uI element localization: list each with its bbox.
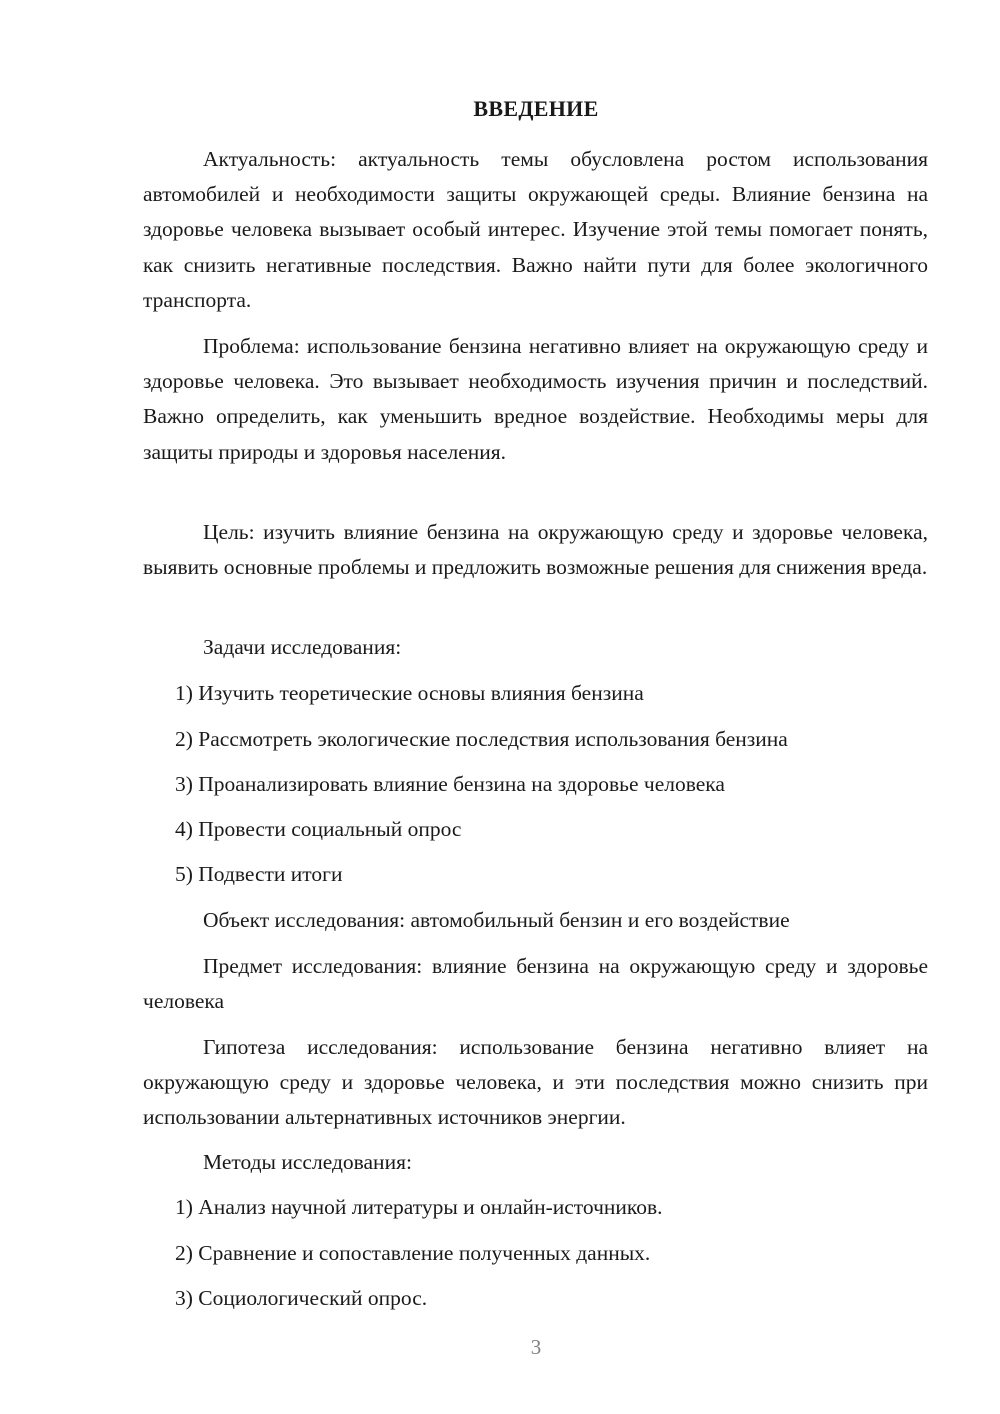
object-paragraph: Объект исследования: автомобильный бензин и его воздействие [203,908,790,932]
page-number: 3 [530,1335,542,1359]
task-item: 4) Провести социальный опрос [175,817,462,841]
goal-paragraph: Цель: изучить влияние бензина на окружающую среду и здоровье человека, выявить основные проблемы и предложить возможные решения для снижения вреда. [143,520,928,580]
subject-paragraph: Предмет исследования: влияние бензина на окружающую среду и здоровье человека [143,954,928,1014]
relevance-paragraph: Актуальность: актуальность темы обусловлена ростом использования автомобилей и необходимости защиты окружающей среды. Влияние бензина на здоровье человека вызывает особый интерес. Изучение этой темы помогает понять, как снизить негативные последствия. Важно найти пути для более экологичного транспорта. [143,147,928,312]
task-item: 5) Подвести итоги [175,862,343,886]
method-item: 2) Сравнение и сопоставление полученных данных. [175,1241,651,1265]
task-item: 1) Изучить теоретические основы влияния бензина [175,681,644,705]
method-item: 1) Анализ научной литературы и онлайн-источников. [175,1195,663,1219]
task-item: 2) Рассмотреть экологические последствия использования бензина [175,727,788,751]
page-title: ВВЕДЕНИЕ [473,96,599,121]
tasks-heading: Задачи исследования: [203,635,402,659]
task-item: 3) Проанализировать влияние бензина на здоровье человека [175,772,725,796]
hypothesis-paragraph: Гипотеза исследования: использование бензина негативно влияет на окружающую среду и здоровье человека, и эти последствия можно снизить при использовании альтернативных источников энергии. [143,1035,928,1130]
method-item: 3) Социологический опрос. [175,1286,428,1310]
methods-heading: Методы исследования: [203,1150,412,1174]
problem-paragraph: Проблема: использование бензина негативно влияет на окружающую среду и здоровье человека. Это вызывает необходимость изучения причин и последствий. Важно определить, как уменьшить вредное воздействие. Необходимы меры для защиты природы и здоровья населения. [143,334,928,464]
